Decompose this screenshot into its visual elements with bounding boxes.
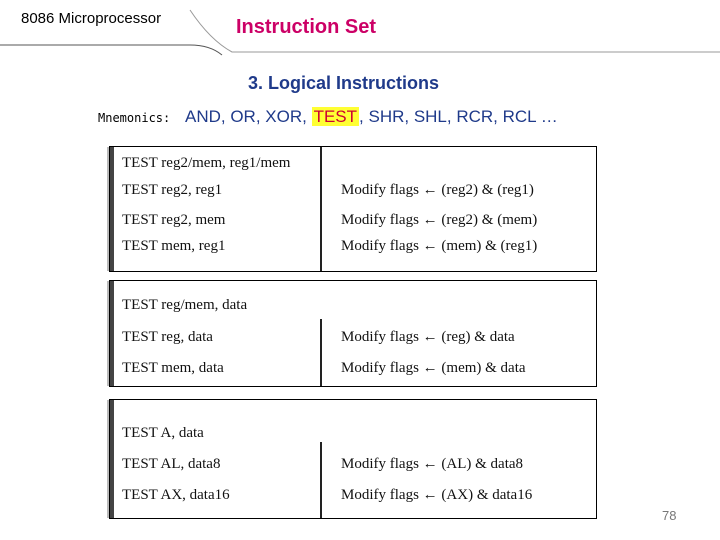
page-number: 78 bbox=[662, 508, 677, 523]
operation-cell: Modify flags ← (reg2) & (mem) bbox=[341, 212, 538, 228]
instruction-cell: TEST reg, data bbox=[122, 329, 213, 345]
instruction-cell: TEST reg2, mem bbox=[122, 212, 226, 228]
table-left-bar bbox=[110, 147, 114, 271]
mnemonics-highlight: TEST bbox=[313, 107, 358, 126]
table-left-bar bbox=[110, 400, 114, 518]
operation-cell: Modify flags ← (AL) & data8 bbox=[341, 456, 524, 472]
mnemonics-label: Mnemonics: bbox=[98, 111, 171, 125]
instruction-cell: TEST reg/mem, data bbox=[122, 297, 248, 313]
mnemonics-list bbox=[185, 107, 558, 127]
instruction-cell: TEST AL, data8 bbox=[122, 456, 221, 472]
instruction-table-3 bbox=[109, 399, 597, 519]
instruction-cell: TEST A, data bbox=[122, 425, 204, 441]
operation-cell: Modify flags ← (mem) & (reg1) bbox=[341, 238, 538, 254]
instruction-cell: TEST reg2/mem, reg1/mem bbox=[122, 155, 291, 171]
table-left-bar bbox=[110, 281, 114, 386]
slide-title: Instruction Set bbox=[236, 16, 377, 38]
header-underline-left bbox=[0, 45, 222, 55]
operation-cell: Modify flags ← (AX) & data16 bbox=[341, 487, 533, 503]
table-column-divider bbox=[320, 442, 322, 518]
table-column-divider bbox=[320, 147, 322, 271]
instruction-cell: TEST mem, data bbox=[122, 360, 224, 376]
instruction-cell: TEST reg2, reg1 bbox=[122, 182, 223, 198]
operation-cell: Modify flags ← (reg2) & (reg1) bbox=[341, 182, 534, 198]
section-subtitle: 3. Logical Instructions bbox=[248, 73, 440, 93]
instruction-table-1 bbox=[109, 146, 597, 272]
table-column-divider bbox=[320, 319, 322, 386]
instruction-cell: TEST mem, reg1 bbox=[122, 238, 226, 254]
course-title: 8086 Microprocessor bbox=[21, 10, 162, 27]
instruction-table-2 bbox=[109, 280, 597, 387]
operation-cell: Modify flags ← (reg) & data bbox=[341, 329, 515, 345]
instruction-cell: TEST AX, data16 bbox=[122, 487, 230, 503]
operation-cell: Modify flags ← (mem) & data bbox=[341, 360, 526, 376]
mnemonics-after: , SHR, SHL, RCR, RCL … bbox=[359, 107, 558, 126]
mnemonics-before: AND, OR, XOR, bbox=[185, 107, 312, 126]
